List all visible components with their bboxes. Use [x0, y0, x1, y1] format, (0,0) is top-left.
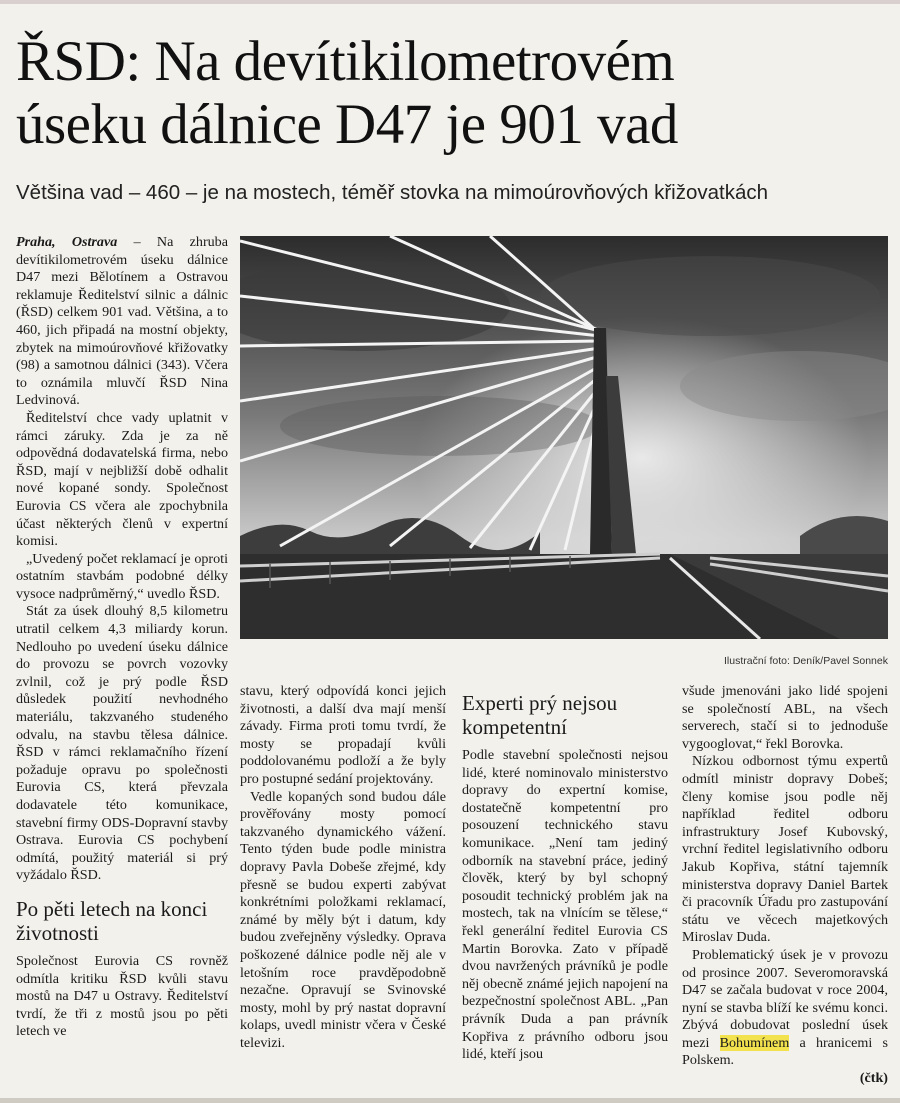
section-heading-experts: Experti prý nejsou kompetentní — [462, 691, 618, 739]
page-top-edge — [0, 0, 900, 4]
bridge-photo — [240, 236, 888, 639]
article-column-1 — [16, 234, 228, 1041]
paragraph: Nízkou odbornost týmu expertů odmítl ministr dopravy Dobeš; členy komise jsou podle něj například ředitel odboru infrastruktury Josef Kubovský, vrchní ředitel legislativního odboru Jakub Kopřiva, státní tajemník ministerstva dopravy Daniel Bartek či pracovník Úřadu pro zastupování státu ve věcech majetkových Miroslav Duda. — [682, 753, 888, 946]
paragraph: Společnost Eurovia CS rovněž odmítla kritiku ŘSD kvůli stavu mostů na D47 u Ostravy. Ředitelství tvrdí, že tři z mostů jsou po pěti letech ve — [16, 952, 228, 1040]
headline-line-2: úseku dálnice D47 je 901 vad — [16, 93, 678, 156]
paragraph: všude jmenováni jako lidé spojeni se společností ABL, na všech serverech, stačí si to jednoduše vygooglovat,“ řekl Borovka. — [682, 683, 888, 752]
photo-credit: Ilustrační foto: Deník/Pavel Sonnek — [723, 655, 888, 667]
paragraph-text: Problematický úsek je v provozu od prosince 2007. Severomoravská D47 se začala budovat v roce 2004, nyní se stavba blíží ke svému konci. Zbývá dobudovat poslední úsek mezi — [682, 946, 888, 1051]
dateline: Praha, Ostrava — [16, 234, 118, 250]
paragraph: Stát za úsek dlouhý 8,5 kilometru utratil celkem 4,3 miliardy korun. Nedlouho po uvedení úseku dálnice do provozu se povrch vozovky zvlnil, což je prý podle ŘSD důsledek použití nevhodného materiálu, takzvaného studeného odvalu, na stavbu tělesa dálnice. ŘSD v rámci reklamačního řízení požaduje opravu po společnosti Eurovia CS, která převzala dodavatele této komunikace, stavební firmy ODS-Dopravní stavby Ostrava. Eurovia CS pochybení odmítá, použitý materiál si prý vyžádalo ŘSD. — [16, 603, 228, 884]
article-column-3 — [462, 691, 668, 1064]
paragraph: stavu, který odpovídá konci jejich životnosti, a další dva mají menší závady. Firma proti tomu tvrdí, že mosty se propadají kvůli poddolovanému podloží a že byly pro postupné sedání projektovány. — [240, 683, 446, 787]
headline-line-1: ŘSD: Na devítikilometrovém — [16, 30, 675, 93]
subheadline: Většina vad – 460 – je na mostech, téměř stovka na mimoúrovňových křižovatkách — [16, 181, 769, 204]
page-bottom-edge — [0, 1098, 900, 1103]
cable-stayed-bridge-illustration — [240, 236, 888, 639]
paragraph — [682, 947, 888, 1070]
lead-text: – Na zhruba devítikilometrovém úseku dálnice D47 mezi Bělotínem a Ostravou reklamuje Ředitelství silnic a dálnic (ŘSD) celkem 901 vad. Většina, a to 460, jich připadá na mostní objekty, zbytek na mimoúrovňové křižovatky (98) a samotnou dálnici (343). Včera to oznámila mluvčí ŘSD Nina Ledvinová. — [16, 234, 228, 409]
highlighted-word: Bohumínem — [719, 1034, 790, 1051]
paragraph: Ředitelství chce vady uplatnit v rámci záruky. Zda je za ně odpovědná dodavatelská firma, nebo ŘSD, mají v nejbližší době odhalit nové kopané sondy. Společnost Eurovia CS včera ale zpochybnila účast některých členů v expertní komisi. — [16, 409, 228, 550]
paragraph — [16, 234, 228, 410]
author-tag: (čtk) — [859, 1070, 888, 1087]
section-heading-lifetime: Po pěti letech na konci životnosti — [16, 896, 208, 945]
paragraph: „Uvedený počet reklamací je oproti ostatním stavbám podobné délky vysoce nadprůměrný,“ uvedlo ŘSD. — [16, 550, 228, 602]
author-tag-paragraph — [682, 1070, 888, 1088]
paragraph: Vedle kopaných sond budou dále prověřovány mosty pomocí takzvaného dynamického vážení. Tento týden bude podle ministra dopravy Pavla Dobeše zřejmé, kdy přesně se budou experti zabývat konkrétními položkami reklamací, známé by měly být i datum, kdy budou zveřejněny výsledky. Oprava poškozené dálnice podle něj ale v letošním roce pravděpodobně nezačne. Opravují se Svinovské mosty, mohl by prý nastat dopravní kolaps, uvedl ministr včera v České televizi. — [240, 788, 446, 1051]
article-column-4 — [682, 683, 888, 1088]
paragraph: Podle stavební společnosti nejsou lidé, které nominovalo ministerstvo dopravy do expertní komise, dostatečně kompetentní pro posouzení technického stavu komunikace. „Není tam jediný odborník na stavební práce, jediný člověk, který by byl schopný posoudit technický problém jak na mostech, tak na vlnícím se tělese,“ řekl generální ředitel Eurovia CS Martin Borovka. Zato v případě dvou navržených právníků je podle něj obecně známé jejich napojení na bezpečnostní společnost ABL. „Pan právník Duda a pan právník Kopřiva z právního odboru jsou lidé, kteří jsou — [462, 747, 668, 1063]
headline — [16, 30, 886, 156]
article-column-2 — [240, 683, 446, 1052]
paragraph-text-end: a hranicemi s Polskem. — [682, 1034, 888, 1069]
